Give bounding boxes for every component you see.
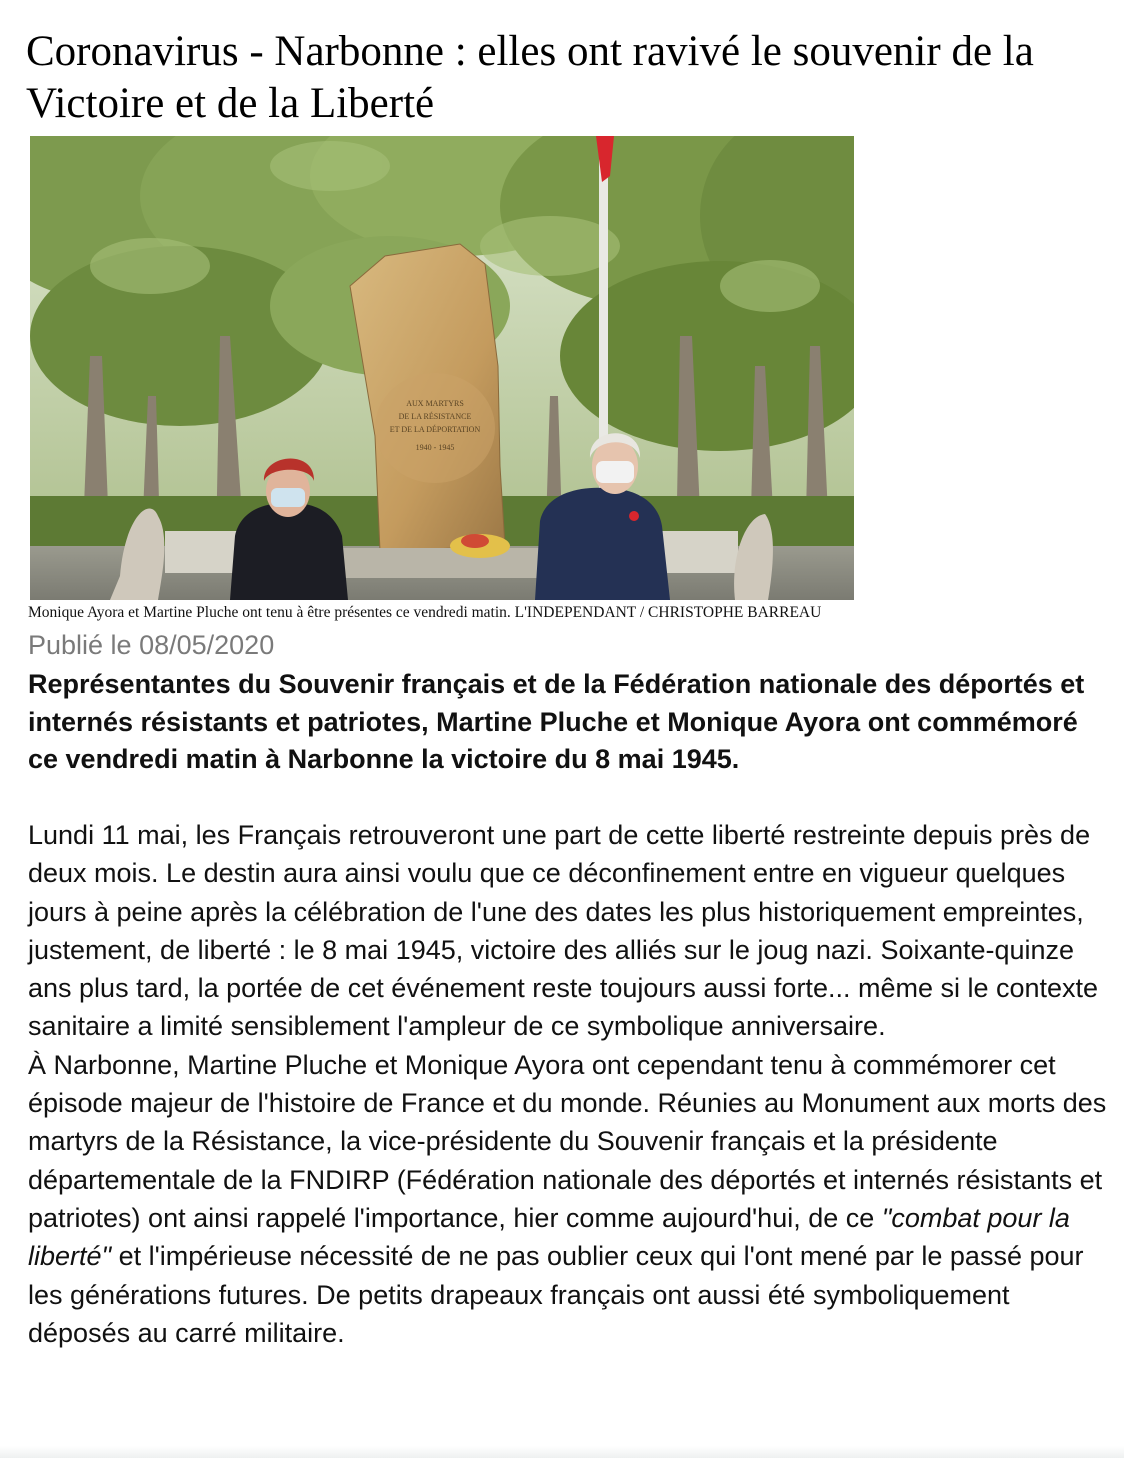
plaque-line: 1940 - 1945 [415,443,455,452]
body-paragraph [28,1046,1108,1352]
plaque-line: ET DE LA DÉPORTATION [389,425,481,434]
article-body [28,816,1108,1352]
photo-caption: Monique Ayora et Martine Pluche ont tenu à être présentes ce vendredi matin. L'INDEPENDANT / CHRISTOPHE BARREAU [28,604,822,621]
article-title: Coronavirus - Narbonne : elles ont ravivé le souvenir de la Victoire et de la Liberté [26,28,1034,127]
paragraph-text: À Narbonne, Martine Pluche et Monique Ayora ont cependant tenu à commémorer cet épisode majeur de l'histoire de France et du monde. Réunies au Monument aux morts des martyrs de la Résistance, la vice-présidente du Souvenir français et la présidente départementale de la FNDIRP (Fédération nationale des déportés et internés résistants et patriotes) ont ainsi rappelé l'importance, hier comme aujourd'hui, de ce [28,1049,1107,1233]
memorial-photo-illustration [30,136,854,600]
paragraph-text: et l'impérieuse nécessité de ne pas oublier ceux qui l'ont mené par le passé pour les générations futures. De petits drapeaux français ont aussi été symboliquement déposés au carré militaire. [28,1241,1084,1348]
bottom-edge [0,1446,1124,1458]
quote-text: "combat pour la liberté" [28,1202,1070,1272]
plaque-line: DE LA RÉSISTANCE [398,412,472,421]
article-photo [30,136,854,600]
article-lead: Représentantes du Souvenir français et de la Fédération nationale des déportés et internés résistants et patriotes, Martine Pluche et Monique Ayora ont commémoré ce vendredi matin à Narbonne la victoire du 8 mai 1945. [28,669,1085,774]
publish-date: Publié le 08/05/2020 [28,630,275,660]
plaque-line: AUX MARTYRS [406,399,464,408]
body-paragraph: Lundi 11 mai, les Français retrouveront une part de cette liberté restreinte depuis près de deux mois. Le destin aura ainsi voulu que ce déconfinement entre en vigueur quelques jours à peine après la célébration de l'une des dates les plus historiquement empreintes, justement, de liberté : le 8 mai 1945, victoire des alliés sur le joug nazi. Soixante-quinze ans plus tard, la portée de cet événement reste toujours aussi forte... même si le contexte sanitaire a limité sensiblement l'ampleur de ce symbolique anniversaire. [28,820,1099,1042]
